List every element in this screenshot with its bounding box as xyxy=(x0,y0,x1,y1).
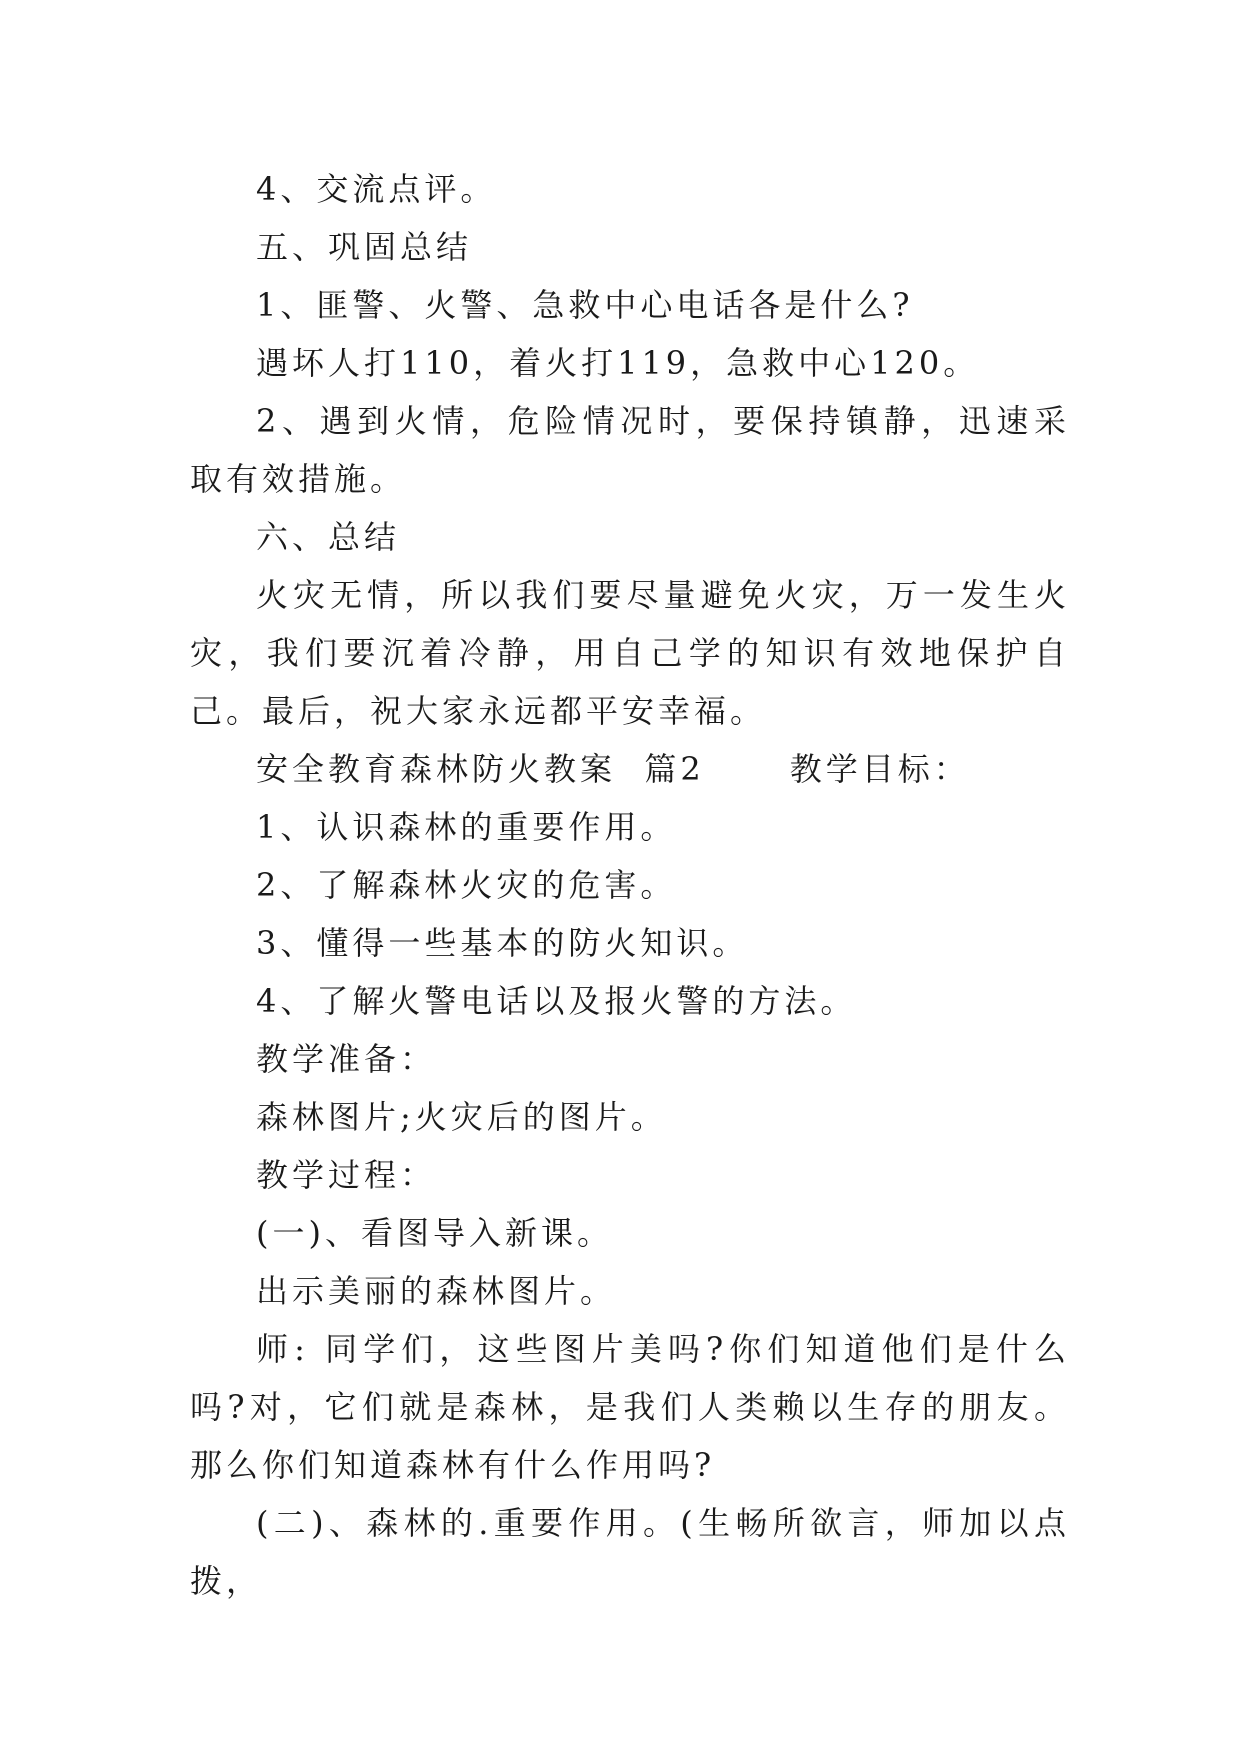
paragraph: (二)、森林的.重要作用。(生畅所欲言，师加以点拨， xyxy=(190,1504,1070,1600)
document-body xyxy=(190,160,1070,1610)
paragraph: 4、了解火警电话以及报火警的方法。 xyxy=(256,982,857,1020)
paragraph: 遇坏人打110，着火打119，急救中心120。 xyxy=(256,344,980,382)
paragraph: 1、匪警、火警、急救中心电话各是什么? xyxy=(256,286,914,324)
paragraph: 2、遇到火情，危险情况时，要保持镇静，迅速采取有效措施。 xyxy=(190,402,1070,498)
section-heading: 五、巩固总结 xyxy=(256,228,473,266)
lesson-title: 安全教育森林防火教案 篇2 教学目标： xyxy=(256,750,970,788)
section-heading: 教学准备： xyxy=(256,1040,437,1078)
paragraph: 森林图片;火灾后的图片。 xyxy=(256,1098,667,1136)
paragraph: 4、交流点评。 xyxy=(256,170,497,208)
section-heading: 教学过程： xyxy=(256,1156,437,1194)
paragraph: 1、认识森林的重要作用。 xyxy=(256,808,677,846)
paragraph: 师: 同学们，这些图片美吗?你们知道他们是什么吗?对，它们就是森林，是我们人类赖以生存的朋友。那么你们知道森林有什么作用吗? xyxy=(190,1330,1070,1484)
paragraph: (一)、看图导入新课。 xyxy=(256,1214,613,1252)
paragraph: 3、懂得一些基本的防火知识。 xyxy=(256,924,749,962)
paragraph: 2、了解森林火灾的危害。 xyxy=(256,866,677,904)
paragraph: 出示美丽的森林图片。 xyxy=(256,1272,617,1310)
section-heading: 六、总结 xyxy=(256,518,401,556)
paragraph: 火灾无情，所以我们要尽量避免火灾，万一发生火灾，我们要沉着冷静，用自己学的知识有效地保护自己。最后，祝大家永远都平安幸福。 xyxy=(190,576,1070,730)
